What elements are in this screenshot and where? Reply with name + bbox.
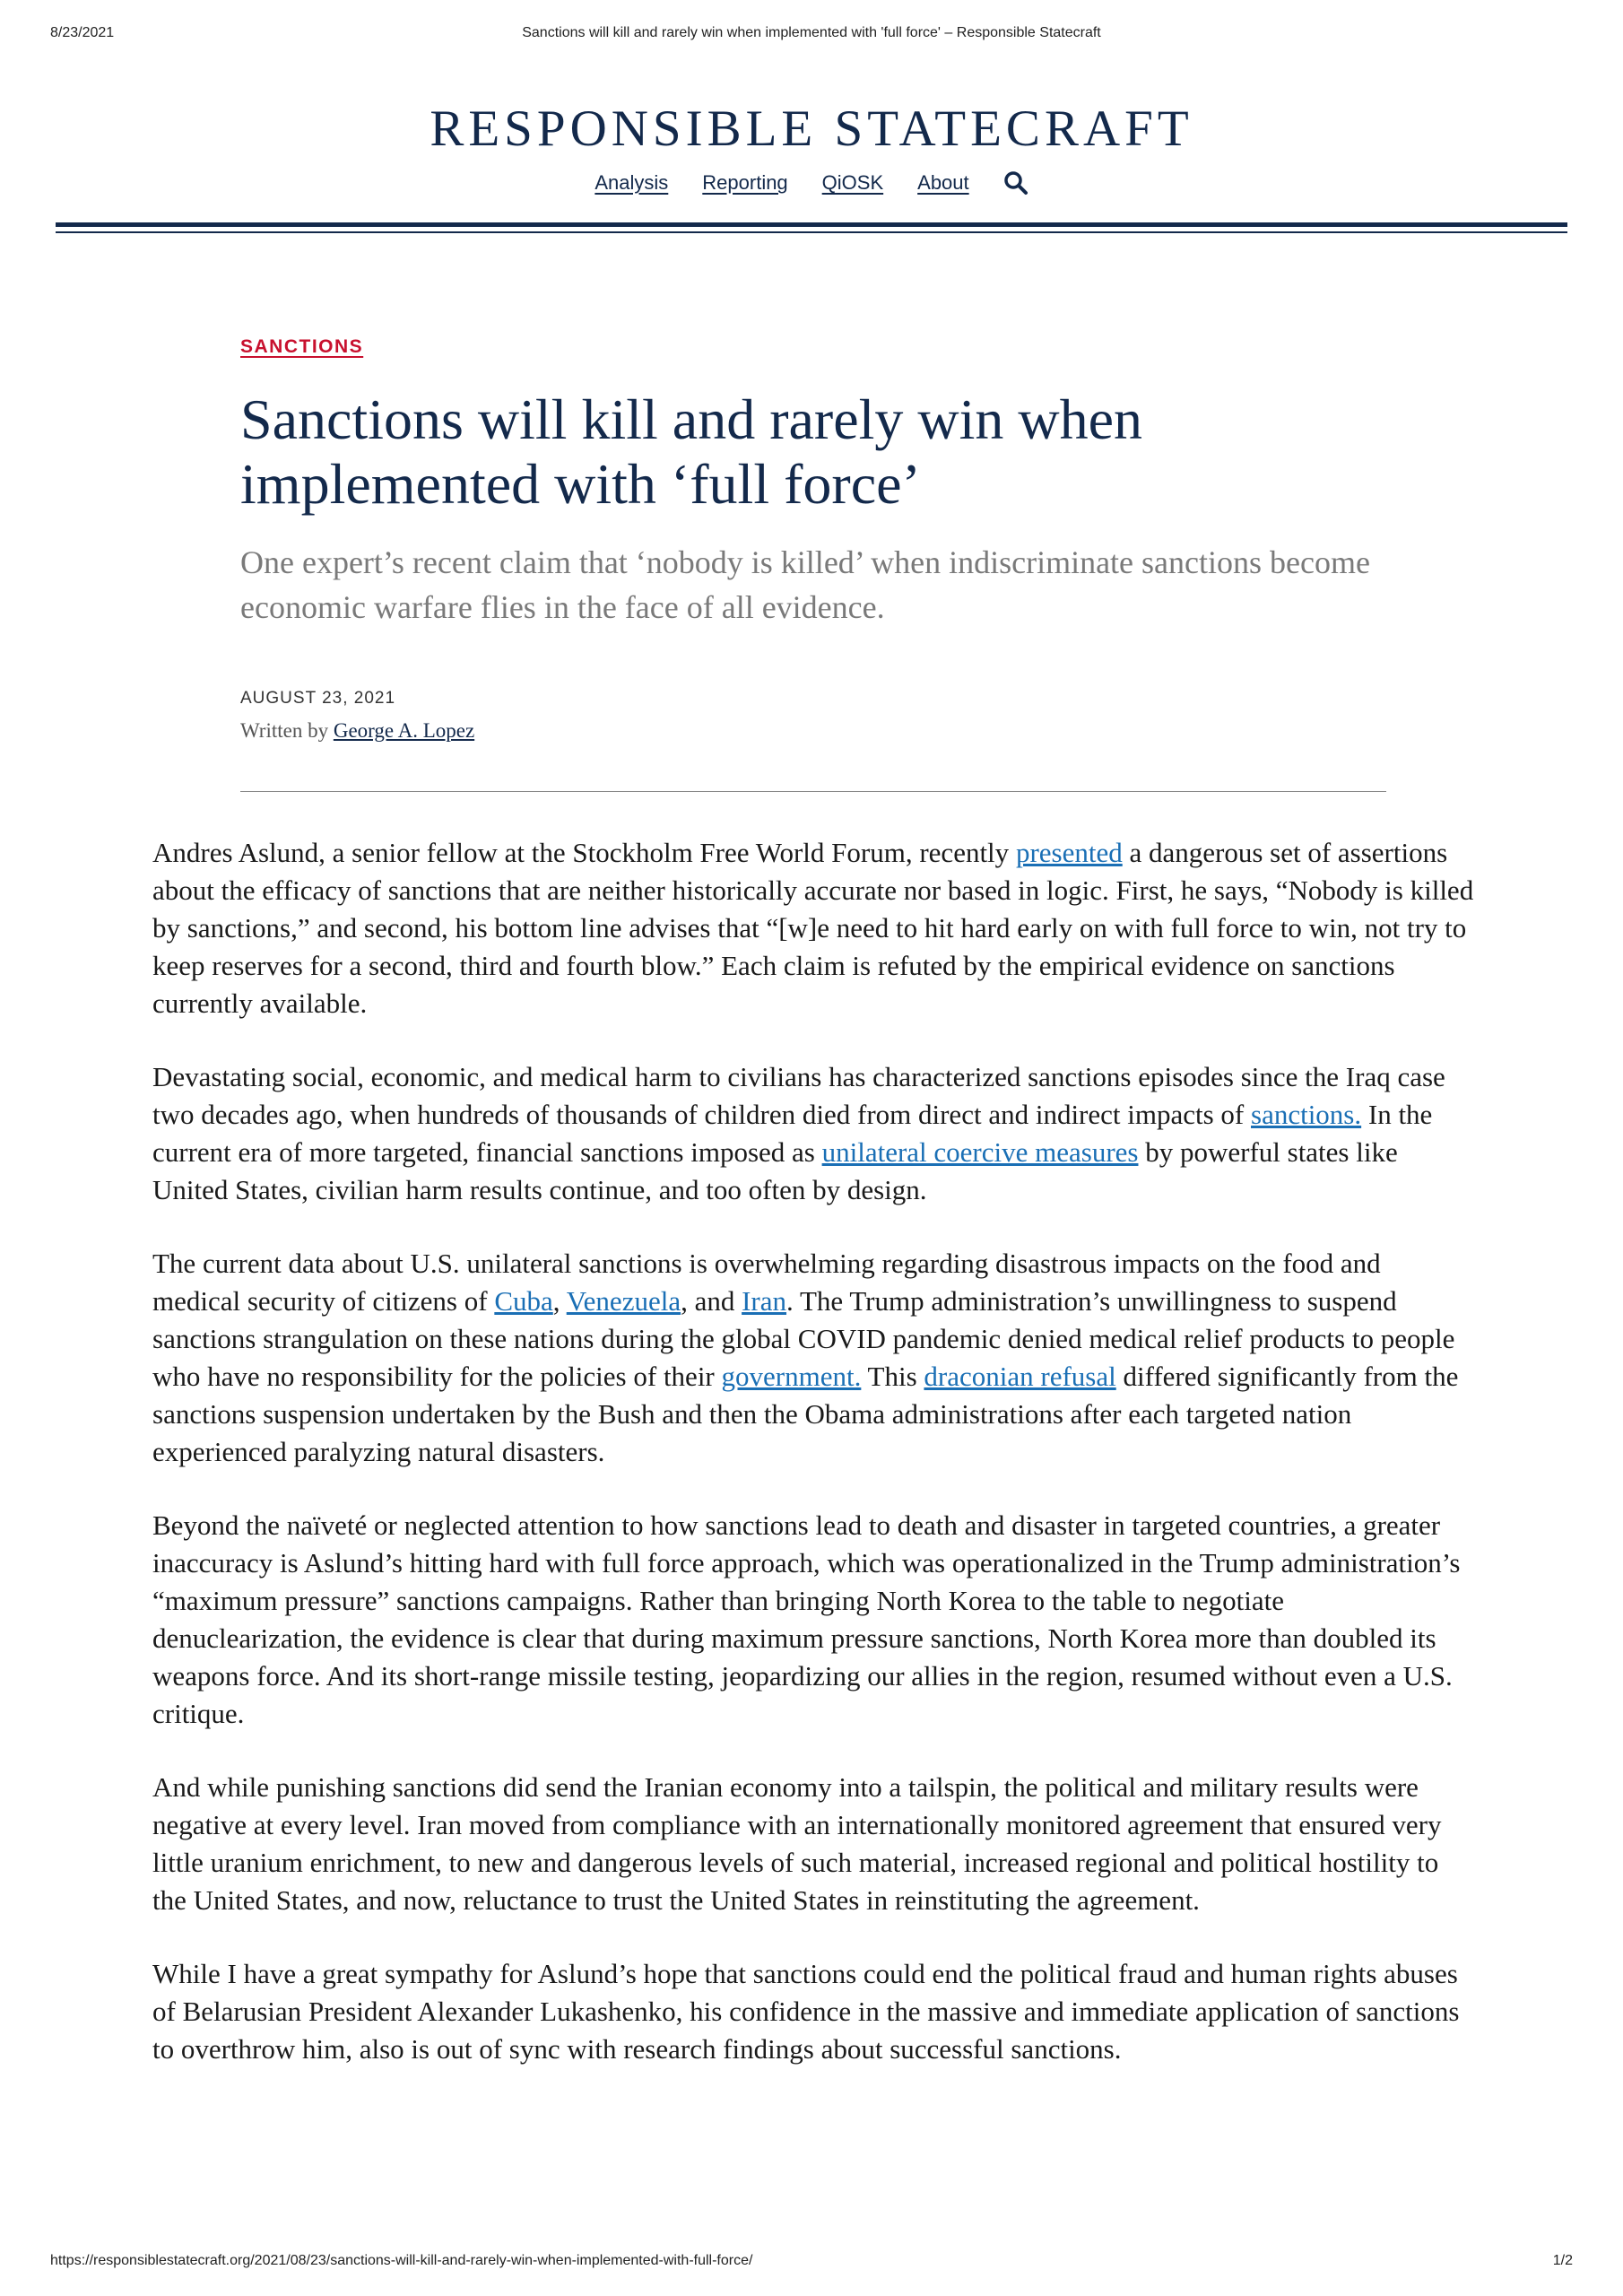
nav-about[interactable]: About	[917, 171, 969, 194]
inline-link[interactable]: Iran	[742, 1285, 787, 1317]
paragraph-text: While I have a great sympathy for Aslund’s hope that sanctions could end the political fraud and human rights abuses of Belarusian President Alexander Lukashenko, his confidence in the massive and immediate application of sanctions to overthrow him, also is out of sync with research findings about successful sanctions.	[152, 1958, 1460, 2065]
print-footer	[50, 2253, 1573, 2274]
body-paragraph	[152, 1507, 1475, 1733]
inline-link[interactable]: Cuba	[494, 1285, 553, 1317]
paragraph-text: by powerful states like United States, civilian harm results continue, and too often by design.	[152, 1136, 1398, 1205]
search-icon[interactable]	[1003, 170, 1028, 196]
inline-link[interactable]: unilateral coercive measures	[821, 1136, 1139, 1168]
paragraph-text: This	[861, 1361, 924, 1392]
body-paragraph	[152, 1245, 1475, 1471]
paragraph-text: In the current era of more targeted, financial sanctions imposed as	[152, 1099, 1433, 1168]
paragraph-text: Devastating social, economic, and medical harm to civilians has characterized sanctions episodes since the Iraq case two decades ago, when hundreds of thousands of children died from direct and indirect impacts of	[152, 1061, 1445, 1130]
main-nav	[0, 170, 1623, 196]
paragraph-text: ,	[552, 1285, 567, 1317]
article-subhead: One expert’s recent claim that ‘nobody is killed’ when indiscriminate sanctions become economic warfare flies in the face of all evidence.	[240, 544, 1370, 625]
body-paragraph	[152, 1058, 1475, 1209]
nav-analysis[interactable]: Analysis	[595, 171, 669, 194]
paragraph-text: The current data about U.S. unilateral sanctions is overwhelming regarding disastrous impacts on the food and medical security of citizens of	[152, 1248, 1381, 1317]
paragraph-text: . The Trump administration’s unwillingness to suspend sanctions strangulation on these nations during the global COVID pandemic denied medical relief products to people who have no responsibility for the policies of their	[152, 1285, 1455, 1392]
body-paragraph	[152, 1769, 1475, 1919]
print-header	[50, 25, 1573, 47]
inline-link[interactable]: Venezuela	[566, 1285, 681, 1317]
site-logo[interactable]: RESPONSIBLE STATECRAFT	[430, 100, 1193, 157]
inline-link[interactable]: sanctions.	[1251, 1099, 1362, 1130]
body-paragraph	[152, 1955, 1475, 2068]
byline	[240, 719, 474, 743]
body-paragraph	[152, 834, 1475, 1022]
byline-prefix: Written by	[240, 719, 329, 742]
paragraph-text: And while punishing sanctions did send the Iranian economy into a tailspin, the political and military results were negative at every level. Iran moved from compliance with an internationally monitored agreement that ensured very little uranium enrichment, to new and dangerous levels of such material, increased regional and political hostility to the United States, and now, reluctance to trust the United States in reinstituting the agreement.	[152, 1771, 1442, 1916]
publish-date: AUGUST 23, 2021	[240, 689, 396, 708]
author-link[interactable]: George A. Lopez	[333, 719, 475, 742]
nav-reporting[interactable]: Reporting	[702, 171, 788, 194]
paragraph-text: , and	[681, 1285, 742, 1317]
paragraph-text: Andres Aslund, a senior fellow at the Stockholm Free World Forum, recently	[152, 837, 1016, 868]
paragraph-text: differed significantly from the sanctions suspension undertaken by the Bush and then the Obama administrations after each targeted nation experienced paralyzing natural disasters.	[152, 1361, 1459, 1467]
print-url: https://responsiblestatecraft.org/2021/08/23/sanctions-will-kill-and-rarely-win-when-implemented-with-full-force/	[50, 2253, 753, 2268]
page-number: 1/2	[1552, 2253, 1573, 2268]
header-rule	[56, 222, 1567, 227]
category-tag[interactable]: SANCTIONS	[240, 336, 364, 357]
article-divider	[240, 791, 1386, 792]
article-headline: Sanctions will kill and rarely win when implemented with ‘full force’	[240, 387, 1143, 516]
article-body	[152, 834, 1475, 2104]
paragraph-text: a dangerous set of assertions about the efficacy of sanctions that are neither historically accurate nor based in logic. First, he says, “Nobody is killed by sanctions,” and second, his bottom line advises that “[w]e need to hit hard early on with full force to win, not try to keep reserves for a second, third and fourth blow.” Each claim is refuted by the empirical evidence on sanctions currently available.	[152, 837, 1474, 1019]
inline-link[interactable]: government.	[721, 1361, 862, 1392]
inline-link[interactable]: presented	[1015, 837, 1123, 868]
print-doc-title: Sanctions will kill and rarely win when implemented with 'full force' – Responsible Statecraft	[522, 25, 1101, 40]
print-date: 8/23/2021	[50, 25, 115, 40]
paragraph-text: Beyond the naïveté or neglected attention to how sanctions lead to death and disaster in targeted countries, a greater inaccuracy is Aslund’s hitting hard with full force approach, which was operationalized in the Trump administration’s “maximum pressure” sanctions campaigns. Rather than bringing North Korea to the table to negotiate denuclearization, the evidence is clear that during maximum pressure sanctions, North Korea more than doubled its weapons force. And its short-range missile testing, jeopardizing our allies in the region, resumed without even a U.S. critique.	[152, 1509, 1461, 1729]
inline-link[interactable]: draconian refusal	[924, 1361, 1116, 1392]
nav-qiosk[interactable]: QiOSK	[821, 171, 884, 194]
header-rule-thin	[56, 231, 1567, 233]
